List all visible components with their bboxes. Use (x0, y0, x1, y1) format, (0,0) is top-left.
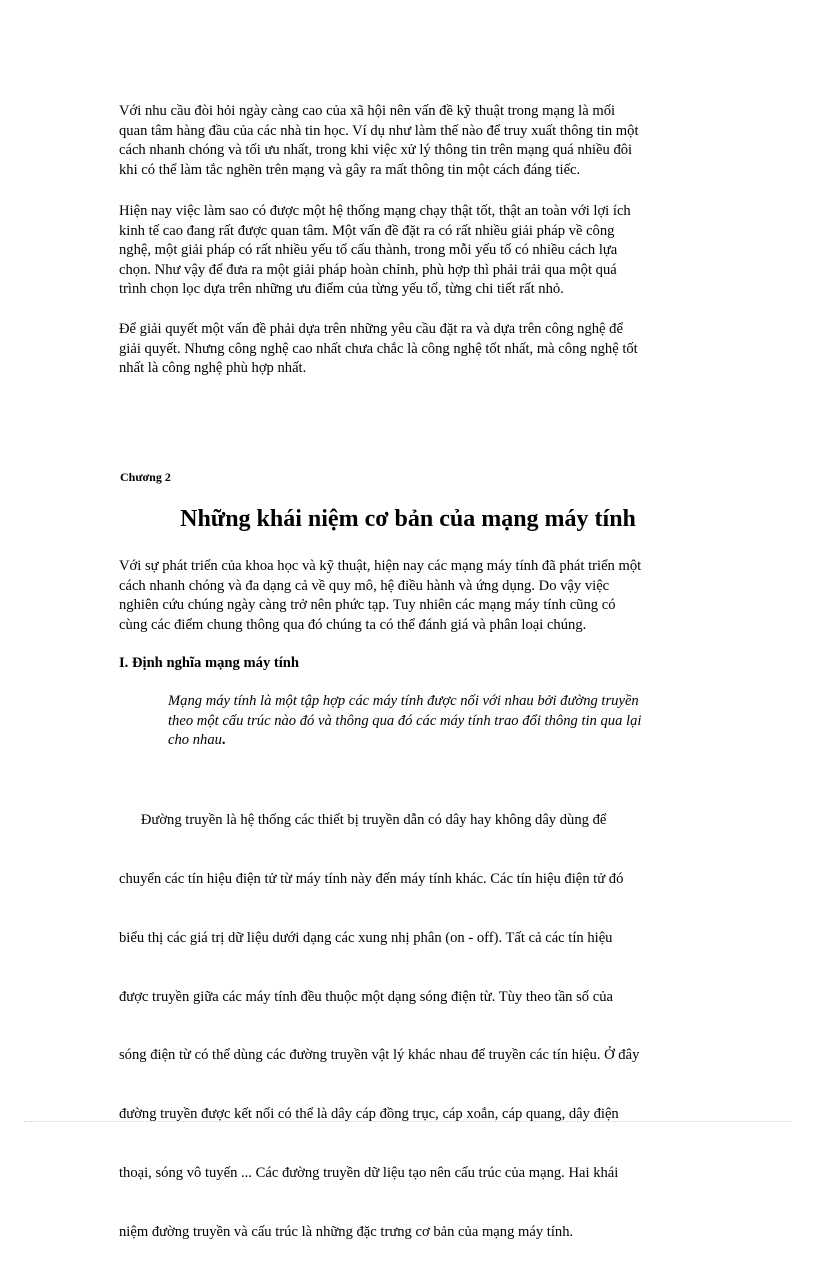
section-heading: I. Định nghĩa mạng máy tính (119, 655, 300, 671)
text-line: nghiên cứu chúng ngày càng trở nên phức tạp. Tuy nhiên các mạng máy tính cũng có (119, 597, 616, 614)
text-line: Với sự phát triển của khoa học và kỹ thuật, hiện nay các mạng máy tính đã phát triển một (119, 558, 642, 574)
text-line: Mạng máy tính là một tập hợp các máy tính được nối với nhau bởi đường truyền (168, 693, 639, 709)
text-line: Hiện nay việc làm sao có được một hệ thống mạng chạy thật tốt, thật an toàn với lợi ích (119, 203, 631, 219)
text-line: cách nhanh chóng và đa dạng cả về quy mô, hệ điều hành và ứng dụng. Do vậy việc (119, 577, 610, 594)
text-line: sóng điện từ có thể dùng các đường truyền vật lý khác nhau để truyền các tín hiệu. Ở đây (119, 1047, 640, 1064)
text-line: theo một cấu trúc nào đó và thông qua đó các máy tính trao đổi thông tin qua lại (168, 712, 642, 729)
text-line: khi có thể làm tắc nghẽn trên mạng và gây ra mất thông tin một cách đáng tiếc. (119, 161, 581, 178)
chapter-label: Chương 2 (120, 470, 171, 484)
text-line: chuyển các tín hiệu điện tử từ máy tính này đến máy tính khác. Các tín hiệu điện tử đó (119, 870, 624, 887)
paragraph-2 (119, 202, 699, 300)
text-line: nhất là công nghệ phù hợp nhất. (119, 360, 307, 377)
paragraph-3 (119, 320, 699, 379)
text-line: nghệ, một giải pháp có rất nhiều yếu tố cấu thành, trong mỗi yếu tố có nhiều cách lựa (119, 242, 618, 259)
text-line (168, 731, 708, 751)
text-line: niệm đường truyền và cấu trúc là những đặc trưng cơ bản của mạng máy tính. (119, 1223, 574, 1240)
intro-paragraph (119, 557, 699, 635)
period-mark: . (221, 732, 226, 749)
text-line: cách nhanh chóng và tối ưu nhất, trong khi việc xử lý thông tin trên mạng quá nhiều đôi (119, 142, 633, 159)
text-line: thoại, sóng vô tuyến ... Các đường truyền dữ liệu tạo nên cấu trúc của mạng. Hai khái (119, 1164, 619, 1181)
text-line: trình chọn lọc dựa trên những ưu điểm của từng yếu tố, từng chi tiết rất nhỏ. (119, 281, 564, 298)
text-line: cùng các điểm chung thông qua đó chúng ta có thể đánh giá và phân loại chúng. (119, 616, 587, 633)
text-line: được truyền giữa các máy tính đều thuộc một dạng sóng điện từ. Tùy theo tần số của (119, 988, 614, 1005)
text-line: quan tâm hàng đầu của các nhà tin học. Ví dụ như làm thế nào để truy xuất thông tin một (119, 122, 639, 139)
text-line: Để giải quyết một vấn đề phải dựa trên những yêu cầu đặt ra và dựa trên công nghệ để (119, 321, 623, 337)
text-line: kinh tế cao đang rất được quan tâm. Một vấn đề đặt ra có rất nhiều giải pháp về công (119, 222, 615, 239)
text-line: Với nhu cầu đòi hỏi ngày càng cao của xã hội nên vấn đề kỹ thuật trong mạng là mối (119, 103, 616, 119)
text-fragment: cho nhau (168, 732, 222, 749)
body-paragraph (119, 772, 699, 1281)
text-line: chọn. Như vậy để đưa ra một giải pháp hoàn chỉnh, phù hợp thì phải trải qua một quá (119, 261, 617, 278)
definition-quote (168, 692, 708, 751)
page-bottom-divider (24, 1121, 792, 1122)
text-line: giải quyết. Nhưng công nghệ cao nhất chưa chắc là công nghệ tốt nhất, mà công nghệ tốt (119, 340, 638, 357)
text-line: đường truyền được kết nối có thể là dây cáp đồng trục, cáp xoắn, cáp quang, dây điện (119, 1106, 619, 1123)
chapter-title: Những khái niệm cơ bản của mạng máy tính (180, 506, 636, 532)
text-line: Đường truyền là hệ thống các thiết bị truyền dẫn có dây hay không dây dùng để (119, 812, 607, 829)
text-line: biểu thị các giá trị dữ liệu dưới dạng các xung nhị phân (on - off). Tất cả các tín hiệu (119, 929, 613, 946)
paragraph-1 (119, 102, 699, 180)
